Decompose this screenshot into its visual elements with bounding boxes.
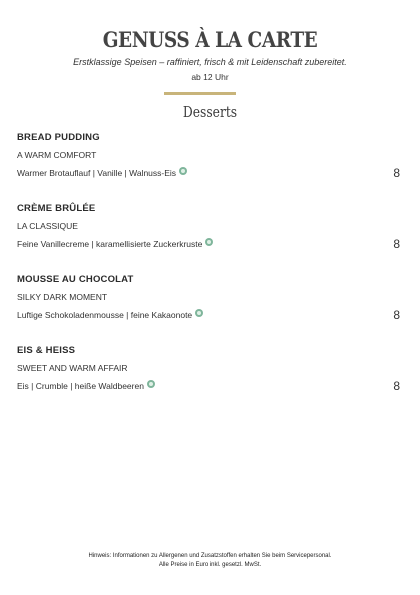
allergen-note: Hinweis: Informationen zu Allergenen und Zusatzstoffen erhalten Sie beim Servicepersonal.: [88, 553, 332, 559]
menu-item: [17, 273, 403, 344]
item-price: 8: [393, 379, 400, 393]
section-title: Desserts: [182, 103, 238, 121]
menu-title: GENUSS À LA CARTE: [102, 27, 318, 52]
item-description-text: Feine Vanillecreme | karamellisierte Zuckerkruste: [17, 239, 203, 249]
item-name: BREAD PUDDING: [17, 132, 100, 143]
menu-subtitle: Erstklassige Speisen – raffiniert, frisch & mit Leidenschaft zubereitet.: [73, 57, 347, 67]
opening-hours: ab 12 Uhr: [191, 72, 229, 82]
vegetarian-leaf-icon: [195, 309, 203, 317]
menu-item: [17, 202, 403, 273]
item-description-text: Eis | Crumble | heiße Waldbeeren: [17, 381, 144, 391]
item-description-text: Warmer Brotauflauf | Vanille | Walnuss-Eis: [17, 168, 177, 178]
item-price: 8: [393, 166, 400, 180]
item-price: 8: [393, 308, 400, 322]
menu-item: [17, 131, 403, 202]
item-name: EIS & HEISS: [17, 345, 76, 356]
dessert-list: [17, 131, 403, 415]
item-name: CRÈME BRÛLÉE: [17, 203, 96, 214]
item-price: 8: [393, 237, 400, 251]
item-tagline: SWEET AND WARM AFFAIR: [17, 363, 128, 373]
footer-note: [0, 552, 420, 570]
vegetarian-leaf-icon: [147, 380, 155, 388]
menu-header: [0, 28, 420, 83]
item-description: [17, 238, 403, 250]
gold-divider: [164, 92, 236, 95]
price-note: Alle Preise in Euro inkl. gesetzl. MwSt.: [158, 562, 262, 568]
item-tagline: SILKY DARK MOMENT: [17, 292, 108, 302]
vegetarian-leaf-icon: [179, 167, 187, 175]
item-name: MOUSSE AU CHOCOLAT: [17, 274, 134, 285]
item-tagline: A WARM COMFORT: [17, 150, 97, 160]
item-tagline: LA CLASSIQUE: [17, 221, 78, 231]
item-description-text: Luftige Schokoladenmousse | feine Kakaonote: [17, 310, 193, 320]
vegetarian-leaf-icon: [205, 238, 213, 246]
item-description: [17, 309, 403, 321]
item-description: [17, 167, 403, 179]
menu-item: [17, 344, 403, 415]
item-description: [17, 380, 403, 392]
